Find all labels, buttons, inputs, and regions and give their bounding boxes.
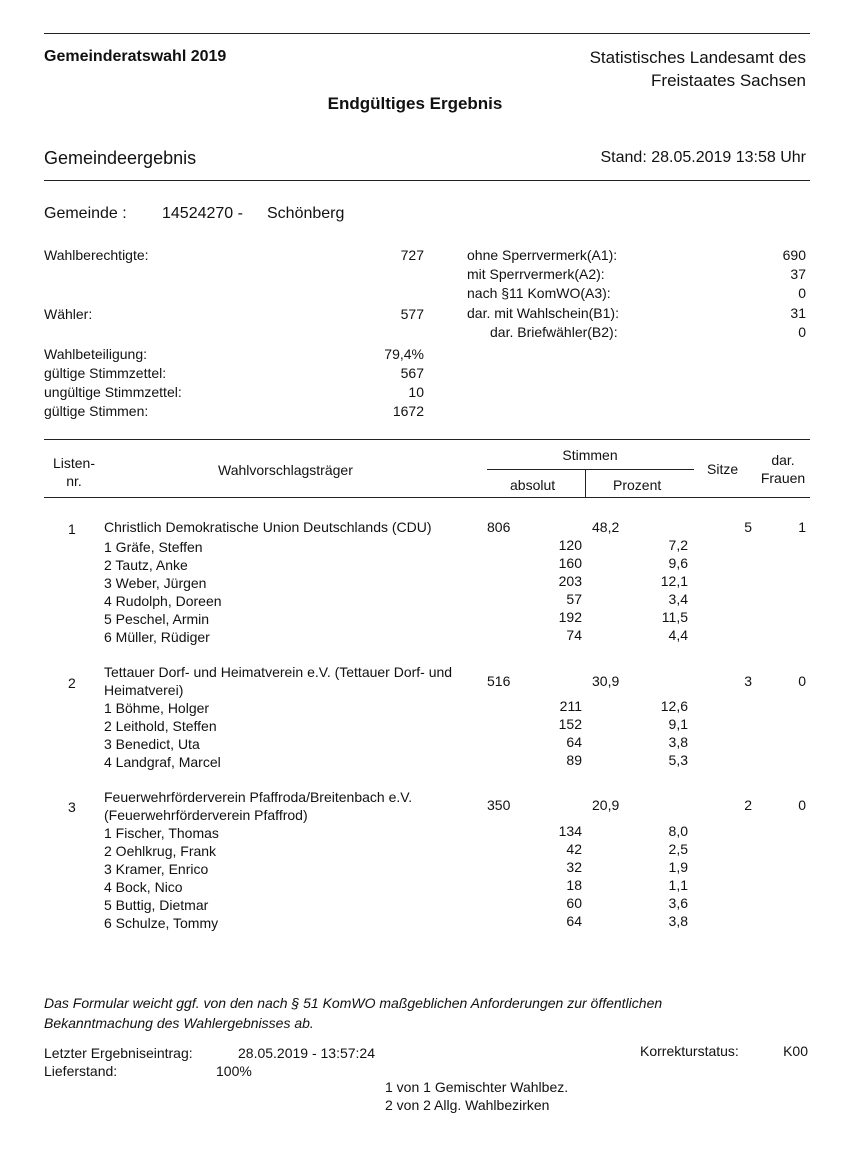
valid-votes-value: 1672 bbox=[392, 403, 424, 419]
stat-b1-value: 31 bbox=[790, 305, 806, 321]
candidate-percent: 2,5 bbox=[668, 841, 688, 857]
municipality-code: 14524270 - bbox=[162, 205, 243, 222]
eligible-value: 727 bbox=[400, 247, 424, 263]
candidate-name: 2 Tautz, Anke bbox=[104, 557, 188, 573]
voters-label: Wähler: bbox=[44, 306, 93, 322]
candidate-votes: 64 bbox=[566, 913, 582, 929]
agency-line-2: Freistaates Sachsen bbox=[651, 71, 806, 90]
party-percent: 20,9 bbox=[592, 797, 620, 813]
last-entry-label: Letzter Ergebniseintrag: bbox=[44, 1045, 193, 1061]
delivery-value: 100% bbox=[216, 1063, 252, 1079]
candidate-votes: 134 bbox=[558, 823, 582, 839]
candidate-percent: 4,4 bbox=[668, 627, 688, 643]
valid-ballots-label: gültige Stimmzettel: bbox=[44, 365, 167, 381]
candidate-name: 3 Benedict, Uta bbox=[104, 736, 200, 752]
candidate-name: 2 Oehlkrug, Frank bbox=[104, 843, 217, 859]
col-women-line2: Frauen bbox=[760, 470, 806, 486]
candidate-percent: 11,5 bbox=[661, 609, 688, 625]
party-no: 2 bbox=[68, 675, 76, 691]
stat-a2-value: 37 bbox=[790, 266, 806, 282]
correction-value: K00 bbox=[783, 1043, 808, 1059]
status-timestamp: Stand: 28.05.2019 13:58 Uhr bbox=[600, 149, 806, 166]
candidate-votes: 120 bbox=[558, 537, 582, 553]
col-seats: Sitze bbox=[707, 461, 739, 477]
candidate-votes: 57 bbox=[566, 591, 582, 607]
delivery-label: Lieferstand: bbox=[44, 1063, 118, 1079]
election-title: Gemeinderatswahl 2019 bbox=[44, 48, 227, 65]
candidate-percent: 3,6 bbox=[668, 895, 688, 911]
candidate-votes: 32 bbox=[566, 859, 582, 875]
party-no: 1 bbox=[68, 521, 76, 537]
candidate-name: 6 Schulze, Tommy bbox=[104, 915, 219, 931]
candidate-name: 3 Weber, Jürgen bbox=[104, 575, 207, 591]
col-list-no-line2: nr. bbox=[66, 473, 82, 489]
municipality-label: Gemeinde : bbox=[44, 205, 127, 222]
candidate-votes: 160 bbox=[558, 555, 582, 571]
votes-subdivider bbox=[585, 470, 586, 497]
turnout-value: 79,4% bbox=[384, 346, 424, 362]
candidate-name: 4 Rudolph, Doreen bbox=[104, 593, 222, 609]
stat-a1-label: ohne Sperrvermerk(A1): bbox=[467, 247, 618, 263]
municipality-name: Schönberg bbox=[267, 205, 345, 222]
top-rule bbox=[44, 33, 810, 34]
candidate-name: 1 Böhme, Holger bbox=[104, 700, 210, 716]
invalid-ballots-value: 10 bbox=[408, 384, 424, 400]
last-entry-value: 28.05.2019 - 13:57:24 bbox=[238, 1045, 376, 1061]
turnout-label: Wahlbeteiligung: bbox=[44, 346, 147, 362]
stat-a1-value: 690 bbox=[782, 247, 806, 263]
valid-ballots-value: 567 bbox=[400, 365, 424, 381]
party-name-line2: Heimatverei) bbox=[104, 682, 184, 698]
correction-label: Korrekturstatus: bbox=[640, 1043, 739, 1059]
candidate-votes: 152 bbox=[558, 716, 582, 732]
stat-a3-label: nach §11 KomWO(A3): bbox=[467, 285, 611, 301]
candidate-percent: 7,2 bbox=[668, 537, 688, 553]
section-title: Gemeindeergebnis bbox=[44, 148, 197, 168]
candidate-name: 6 Müller, Rüdiger bbox=[104, 629, 210, 645]
candidate-percent: 12,1 bbox=[660, 573, 688, 589]
candidate-name: 4 Landgraf, Marcel bbox=[104, 754, 221, 770]
stat-b2-label: dar. Briefwähler(B2): bbox=[490, 324, 618, 340]
candidate-name: 5 Peschel, Armin bbox=[104, 611, 210, 627]
result-type: Endgültiges Ergebnis bbox=[327, 94, 503, 113]
candidate-votes: 211 bbox=[559, 698, 582, 714]
col-women-line1: dar. bbox=[771, 452, 795, 468]
district-line2: 2 von 2 Allg. Wahlbezirken bbox=[385, 1097, 550, 1113]
col-proposer: Wahlvorschlagsträger bbox=[218, 462, 353, 478]
party-seats: 2 bbox=[744, 797, 752, 813]
candidate-percent: 5,3 bbox=[668, 752, 688, 768]
candidate-votes: 74 bbox=[566, 627, 582, 643]
candidate-percent: 3,8 bbox=[668, 913, 688, 929]
invalid-ballots-label: ungültige Stimmzettel: bbox=[44, 384, 182, 400]
candidate-name: 1 Gräfe, Steffen bbox=[104, 539, 203, 555]
candidate-votes: 60 bbox=[566, 895, 582, 911]
valid-votes-label: gültige Stimmen: bbox=[44, 403, 149, 419]
votes-underline bbox=[487, 469, 694, 470]
party-name: Christlich Demokratische Union Deutschlands (CDU) bbox=[104, 519, 432, 535]
disclaimer-line2: Bekanntmachung des Wahlergebnisses ab. bbox=[44, 1015, 314, 1031]
party-women: 1 bbox=[798, 519, 806, 535]
col-list-no-line1: Listen- bbox=[52, 455, 96, 471]
party-seats: 3 bbox=[744, 673, 752, 689]
party-seats: 5 bbox=[744, 519, 752, 535]
candidate-percent: 1,9 bbox=[668, 859, 688, 875]
party-percent: 48,2 bbox=[592, 519, 620, 535]
header-rule bbox=[44, 180, 810, 181]
stat-b2-value: 0 bbox=[798, 324, 806, 340]
table-top-rule bbox=[44, 439, 810, 440]
candidate-name: 4 Bock, Nico bbox=[104, 879, 183, 895]
candidate-name: 2 Leithold, Steffen bbox=[104, 718, 217, 734]
candidate-name: 1 Fischer, Thomas bbox=[104, 825, 219, 841]
stat-a2-label: mit Sperrvermerk(A2): bbox=[467, 266, 605, 282]
candidate-votes: 192 bbox=[558, 609, 582, 625]
candidate-percent: 3,4 bbox=[668, 591, 688, 607]
candidate-percent: 9,6 bbox=[668, 555, 688, 571]
party-votes: 806 bbox=[487, 519, 511, 535]
party-percent: 30,9 bbox=[592, 673, 620, 689]
candidate-name: 3 Kramer, Enrico bbox=[104, 861, 209, 877]
col-votes: Stimmen bbox=[562, 447, 618, 463]
candidate-votes: 18 bbox=[566, 877, 582, 893]
stat-b1-label: dar. mit Wahlschein(B1): bbox=[467, 305, 619, 321]
col-percent: Prozent bbox=[613, 477, 662, 493]
candidate-percent: 3,8 bbox=[668, 734, 688, 750]
eligible-label: Wahlberechtigte: bbox=[44, 247, 149, 263]
candidate-votes: 203 bbox=[558, 573, 582, 589]
agency-line-1: Statistisches Landesamt des bbox=[589, 48, 806, 67]
party-votes: 350 bbox=[487, 797, 511, 813]
stat-a3-value: 0 bbox=[798, 285, 806, 301]
party-votes: 516 bbox=[487, 673, 511, 689]
candidate-name: 5 Buttig, Dietmar bbox=[104, 897, 209, 913]
candidate-votes: 89 bbox=[566, 752, 582, 768]
candidate-votes: 64 bbox=[566, 734, 582, 750]
col-absolute: absolut bbox=[510, 477, 556, 493]
party-name-line2: (Feuerwehrförderverein Pfaffrod) bbox=[104, 807, 308, 823]
candidate-percent: 9,1 bbox=[668, 716, 688, 732]
party-name: Tettauer Dorf- und Heimatverein e.V. (Tettauer Dorf- und bbox=[104, 664, 453, 680]
party-women: 0 bbox=[798, 797, 806, 813]
party-no: 3 bbox=[68, 799, 76, 815]
candidate-percent: 1,1 bbox=[668, 877, 688, 893]
party-name: Feuerwehrförderverein Pfaffroda/Breitenbach e.V. bbox=[104, 789, 413, 805]
candidate-votes: 42 bbox=[566, 841, 582, 857]
voters-value: 577 bbox=[400, 306, 424, 322]
district-line1: 1 von 1 Gemischter Wahlbez. bbox=[385, 1079, 569, 1095]
candidate-percent: 12,6 bbox=[660, 698, 688, 714]
table-header-rule bbox=[44, 497, 810, 498]
disclaimer-line1: Das Formular weicht ggf. von den nach § 51 KomWO maßgeblichen Anforderungen zur öffentlichen bbox=[44, 995, 663, 1011]
party-women: 0 bbox=[798, 673, 806, 689]
candidate-percent: 8,0 bbox=[668, 823, 688, 839]
